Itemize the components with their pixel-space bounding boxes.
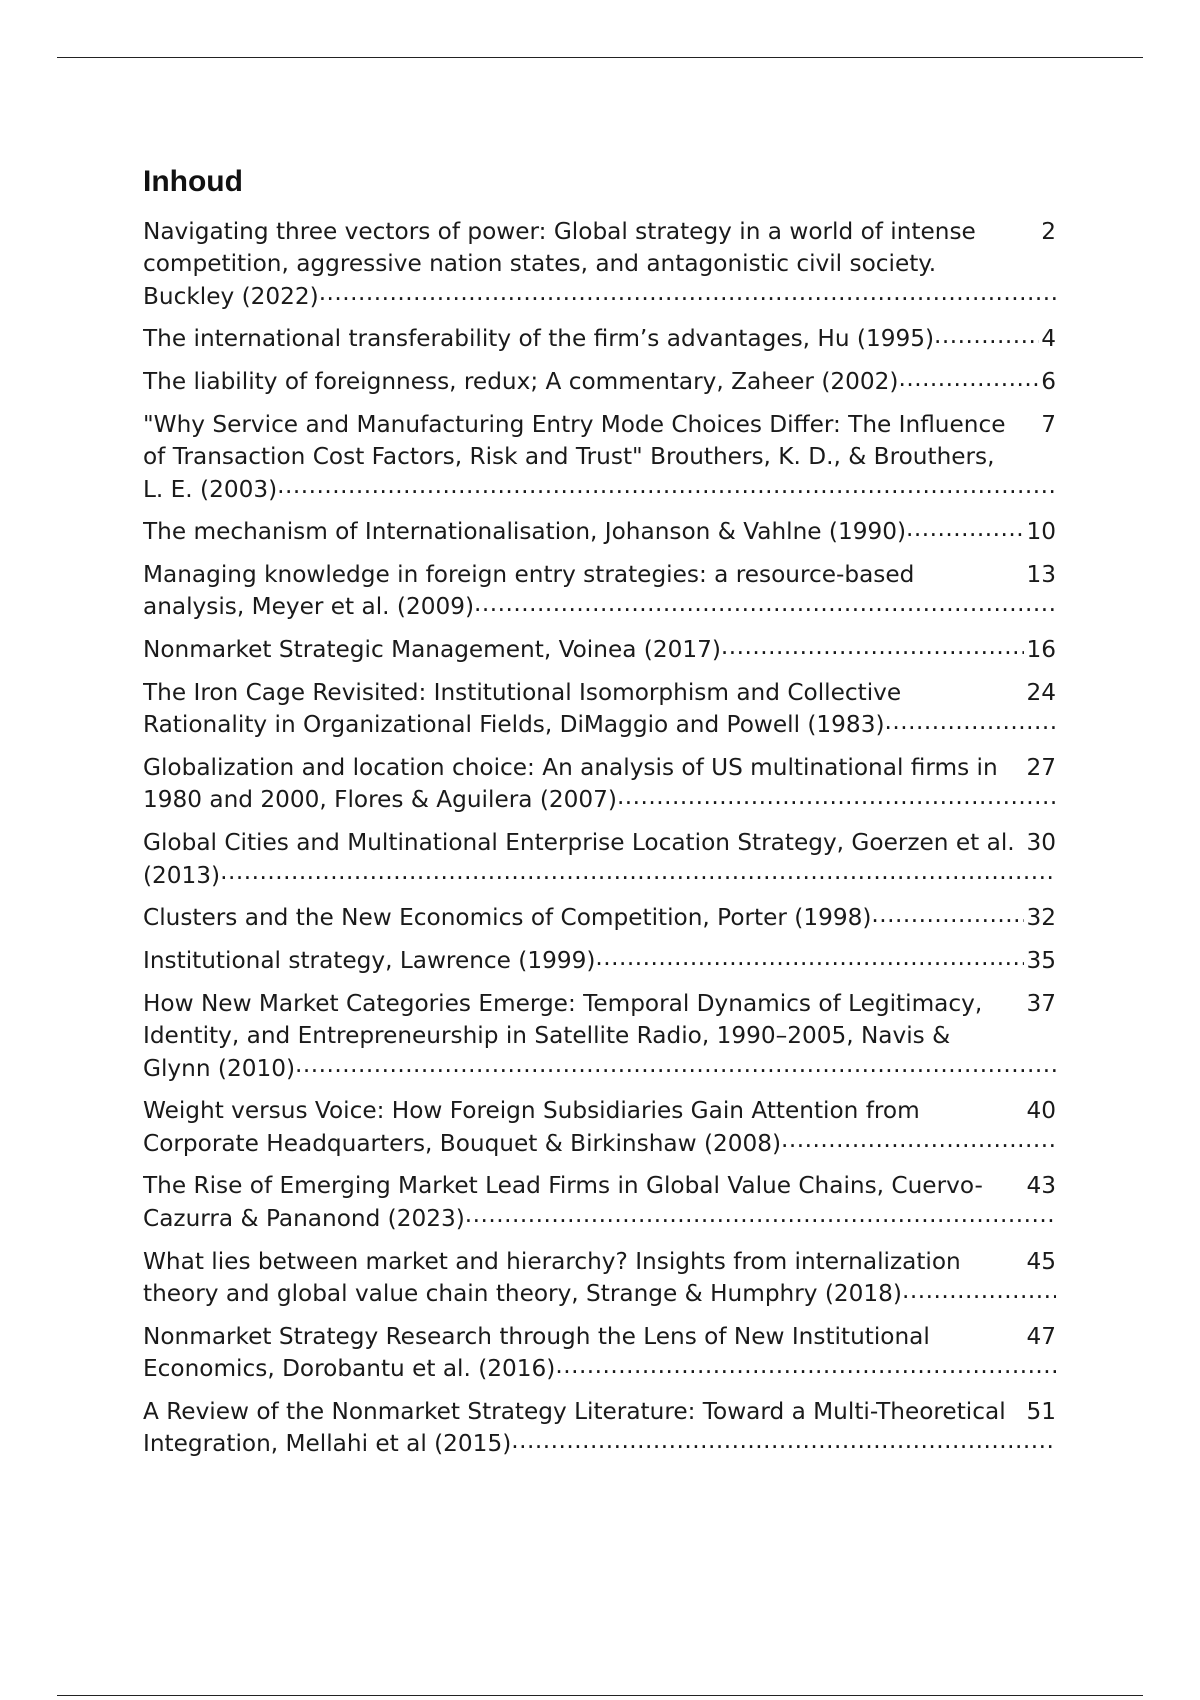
toc-entry-title: The liability of foreignness, redux; A commentary, Zaheer (2002) ..... [143,368,898,395]
toc-entry[interactable] [143,634,1056,666]
toc-entry-page-number: 51 [1024,1396,1056,1428]
toc-entry[interactable] [143,409,1056,506]
toc-entry-body [143,366,1056,398]
toc-entry-title: Globalization and location choice: An analysis of US multinational firms in 1980 and 2000, Flores & Aguilera (2007) ..... [143,754,998,813]
toc-entry-body [143,902,1056,934]
toc-entry-page-number: 43 [1024,1170,1056,1202]
toc-entry-body [143,988,1056,1085]
toc-entry[interactable] [143,516,1056,548]
toc-entry-title: Navigating three vectors of power: Global strategy in a world of intense competition, aggressive nation states, and antagonistic civil society. Buckley (2022) ..... [143,218,976,310]
toc-entry-body [143,827,1056,892]
toc-entry[interactable] [143,1246,1056,1311]
toc-entry-page-number: 4 [1039,323,1056,355]
toc-entry-page-number: 16 [1024,634,1056,666]
toc-entry-title: What lies between market and hierarchy? Insights from internalization theory and global value chain theory, Strange & Humphry (2018) ..... [143,1248,961,1307]
toc-entry-title: A Review of the Nonmarket Strategy Literature: Toward a Multi-Theoretical Integration, Mellahi et al (2015) ..... [143,1398,1006,1457]
toc-entry[interactable] [143,902,1056,934]
toc-entry[interactable] [143,945,1056,977]
toc-entry-title: Nonmarket Strategy Research through the Lens of New Institutional Economics, Dorobantu et al. (2016) ..... [143,1323,930,1382]
toc-entry-page-number: 27 [1024,752,1056,784]
toc-entry-body [143,216,1056,313]
toc-entry-body [143,516,1056,548]
toc-entry-page-number: 24 [1024,677,1056,709]
toc-entry-body [143,634,1056,666]
toc-entry-page-number: 10 [1024,516,1056,548]
toc-entry[interactable] [143,752,1056,817]
toc-entry-body [143,559,1056,624]
toc-entry[interactable] [143,1095,1056,1160]
toc-entry-page-number: 32 [1024,902,1056,934]
toc-entry-page-number: 35 [1024,945,1056,977]
toc-entry-body [143,1170,1056,1235]
toc-entry-title: The mechanism of Internationalisation, Johanson & Vahlne (1990) ..... [143,518,906,545]
toc-entry[interactable] [143,366,1056,398]
toc-entry-title: Institutional strategy, Lawrence (1999) ..... [143,947,595,974]
toc-entry-title: The Iron Cage Revisited: Institutional Isomorphism and Collective Rationality in Organizational Fields, DiMaggio and Powell (1983) ..... [143,679,901,738]
toc-entry[interactable] [143,1170,1056,1235]
toc-entry-page-number: 40 [1024,1095,1056,1127]
toc-entry-title: The Rise of Emerging Market Lead Firms in Global Value Chains, Cuervo-Cazurra & Pananond (2023) ..... [143,1172,983,1231]
toc-entry-page-number: 6 [1039,366,1056,398]
toc-entry-body [143,752,1056,817]
toc-entry-body [143,409,1056,506]
toc-entry[interactable] [143,1321,1056,1386]
toc-entry-title: Global Cities and Multinational Enterprise Location Strategy, Goerzen et al. (2013) ..... [143,829,1015,888]
toc-entry-title: Clusters and the New Economics of Competition, Porter (1998) ..... [143,904,871,931]
toc-entry[interactable] [143,559,1056,624]
toc-entry[interactable] [143,216,1056,313]
toc-entry-title: Nonmarket Strategic Management, Voinea (2017) ..... [143,636,721,663]
toc-entry-title: How New Market Categories Emerge: Temporal Dynamics of Legitimacy, Identity, and Entrepreneurship in Satellite Radio, 1990–2005, Navis & Glynn (2010) ..... [143,990,982,1082]
toc-entry-body [143,1246,1056,1311]
toc-entry-page-number: 2 [1039,216,1056,248]
toc-entry-page-number: 7 [1039,409,1056,441]
toc-entry-title: The international transferability of the firm’s advantages, Hu (1995) ..... [143,325,934,352]
toc-entry-page-number: 37 [1024,988,1056,1020]
toc-entry-page-number: 13 [1024,559,1056,591]
toc-list [143,216,1056,1460]
toc-entry-title: "Why Service and Manufacturing Entry Mode Choices Differ: The Influence of Transaction Cost Factors, Risk and Trust" Brouthers, K. D., & Brouthers, L. E. (2003) ..... [143,411,1005,503]
footer-rule [57,1695,1143,1696]
toc-entry-page-number: 45 [1024,1246,1056,1278]
toc-entry-body [143,1095,1056,1160]
toc-entry[interactable] [143,1396,1056,1461]
toc-entry-body [143,1321,1056,1386]
toc-entry[interactable] [143,827,1056,892]
toc-entry-body [143,1396,1056,1461]
toc-entry[interactable] [143,988,1056,1085]
toc-entry-body [143,945,1056,977]
header-rule [57,57,1143,58]
toc-heading: Inhoud [143,165,243,198]
toc-entry-page-number: 47 [1024,1321,1056,1353]
toc-entry[interactable] [143,323,1056,355]
toc-entry-body [143,677,1056,742]
toc-entry-page-number: 30 [1024,827,1056,859]
toc-entry[interactable] [143,677,1056,742]
toc-entry-title: Managing knowledge in foreign entry strategies: a resource-based analysis, Meyer et al. (2009) ..... [143,561,914,620]
toc-entry-title: Weight versus Voice: How Foreign Subsidiaries Gain Attention from Corporate Headquarters, Bouquet & Birkinshaw (2008) ..... [143,1097,920,1156]
table-of-contents [143,162,1056,1471]
toc-entry-body [143,323,1056,355]
